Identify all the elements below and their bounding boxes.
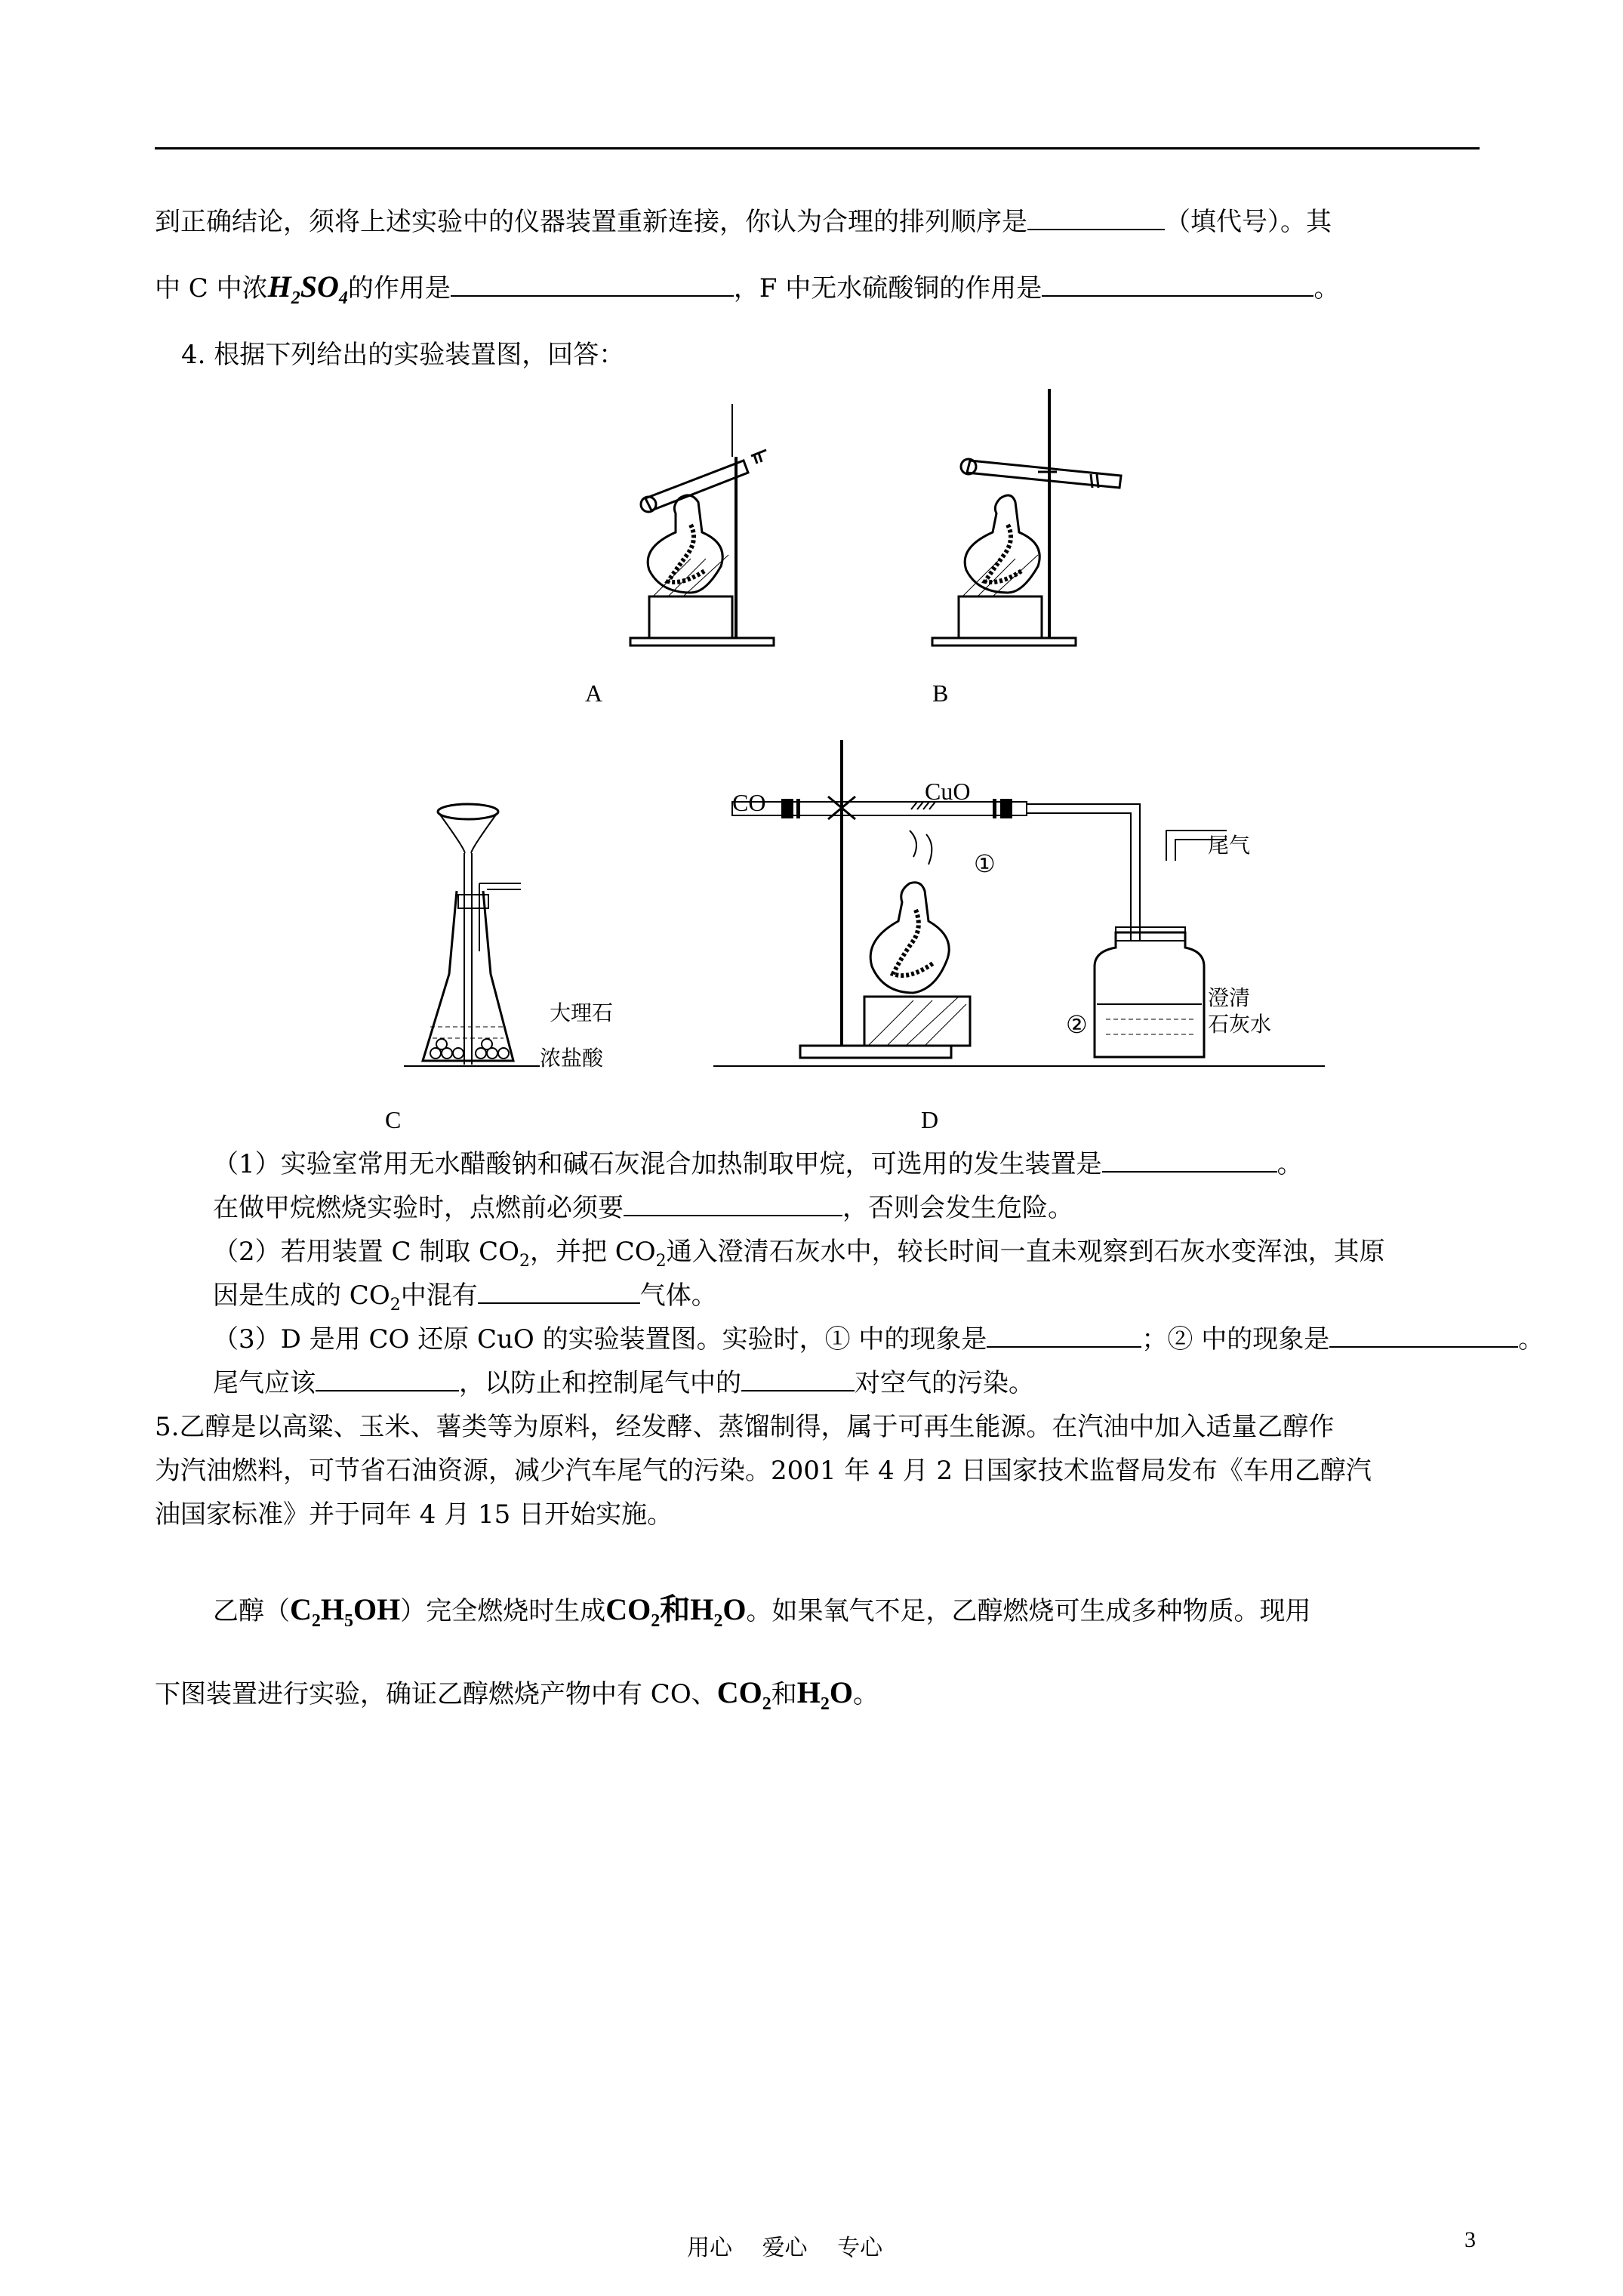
answer-blank-pollutant[interactable] <box>741 1367 855 1391</box>
q5-line-1: 5.乙醇是以高粱、玉米、薯类等为原料，经发酵、蒸馏制得，属于可再生能源。在汽油中加入适量乙醇作 <box>155 1412 1335 1442</box>
q5-line-4: 乙醇$(C_2H_5OH)$完全燃烧时生成$CO_2$和$H_2O$。如果氧气不足，乙醇燃烧可生成多种物质。现用 <box>213 1592 1311 1631</box>
answer-blank-phenomenon-1[interactable] <box>987 1324 1141 1348</box>
limewater-label-1: 澄清 <box>1208 987 1251 1010</box>
figure-a-label: A <box>585 680 603 707</box>
q4-part3-line2: 尾气应该 ，以防止和控制尾气中的 对空气的污染。 <box>213 1368 1034 1398</box>
co2-formula: $CO_2$ <box>716 1675 771 1714</box>
h2o-formula: $H_2O$ <box>796 1675 853 1714</box>
cuo-label: CuO <box>925 778 971 805</box>
co2-h2o-formula: $CO_2$和$H_2O$ <box>605 1592 747 1631</box>
q5-line-2: 为汽油燃料，可节省石油资源，减少汽车尾气的污染。2001 年 4 月 2 日国家技术监督局发布《车用乙醇汽 <box>155 1456 1372 1486</box>
q4-part1-line1: （1）实验室常用无水醋酸钠和碱石灰混合加热制取甲烷，可选用的发生装置是 。 <box>213 1149 1303 1179</box>
header-rule <box>155 147 1480 149</box>
conc-hcl-label: 浓盐酸 <box>540 1047 604 1071</box>
h2so4-formula: $H_2SO_4$ <box>267 270 348 308</box>
figure-d-label: D <box>921 1106 939 1133</box>
q4-part3-line1: （3）D 是用 CO 还原 CuO 的实验装置图。实验时，① 中的现象是 ；② 中的现象是 。 <box>213 1324 1544 1354</box>
page-footer: 用心 爱心 专心 <box>687 2235 883 2261</box>
answer-blank-cuso4[interactable] <box>1042 273 1313 297</box>
answer-blank-methane-apparatus[interactable] <box>1102 1148 1277 1173</box>
tail-gas-label: 尾气 <box>1208 834 1251 858</box>
ethanol-formula: $C_2H_5OH$ <box>290 1592 401 1631</box>
page-number: 3 <box>1464 2227 1476 2252</box>
answer-blank-order[interactable] <box>1027 206 1165 230</box>
q4-heading: 4. 根据下列给出的实验装置图，回答： <box>181 340 625 370</box>
q3-line-2: 中 C 中浓$H_2SO_4$的作用是 ，F 中无水硫酸铜的作用是 。 <box>155 270 1340 308</box>
answer-blank-tail-gas[interactable] <box>316 1367 459 1391</box>
q4-part2-line2: 因是生成的 $CO_2$中混有 气体。 <box>213 1281 717 1314</box>
q5-line-3: 油国家标准》并于同年 4 月 15 日开始实施。 <box>155 1499 673 1530</box>
apparatus-c-figure <box>404 800 638 1080</box>
apparatus-a-figure <box>615 370 796 657</box>
figure-c-label: C <box>385 1106 402 1133</box>
q5-line-5: 下图装置进行实验，确证乙醇燃烧产物中有 CO、$CO_2$和$H_2O$。 <box>155 1675 879 1714</box>
limewater-label-2: 石灰水 <box>1208 1013 1272 1037</box>
marble-label: 大理石 <box>550 1002 614 1025</box>
answer-blank-h2so4[interactable] <box>451 273 734 297</box>
q3-line-1: 到正确结论，须将上述实验中的仪器装置重新连接，你认为合理的排列顺序是 （填代号）。其 <box>155 207 1332 237</box>
answer-blank-before-ignite[interactable] <box>624 1192 842 1216</box>
co-inlet-label: CO <box>732 789 766 816</box>
q4-part2-line1: （2）若用装置 C 制取 $CO_2$，并把 $CO_2$通入澄清石灰水中，较长时间一直未观察到石灰水变浑浊，其原 <box>213 1237 1385 1271</box>
circle-2-label: ② <box>1066 1011 1088 1038</box>
circle-1-label: ① <box>974 850 996 877</box>
apparatus-b-figure <box>925 370 1144 657</box>
figure-b-label: B <box>932 680 949 707</box>
q4-part1-line2: 在做甲烷燃烧实验时，点燃前必须要 ，否则会发生危险。 <box>213 1193 1073 1223</box>
answer-blank-mixed-gas[interactable] <box>478 1280 640 1304</box>
answer-blank-phenomenon-2[interactable] <box>1329 1324 1518 1348</box>
